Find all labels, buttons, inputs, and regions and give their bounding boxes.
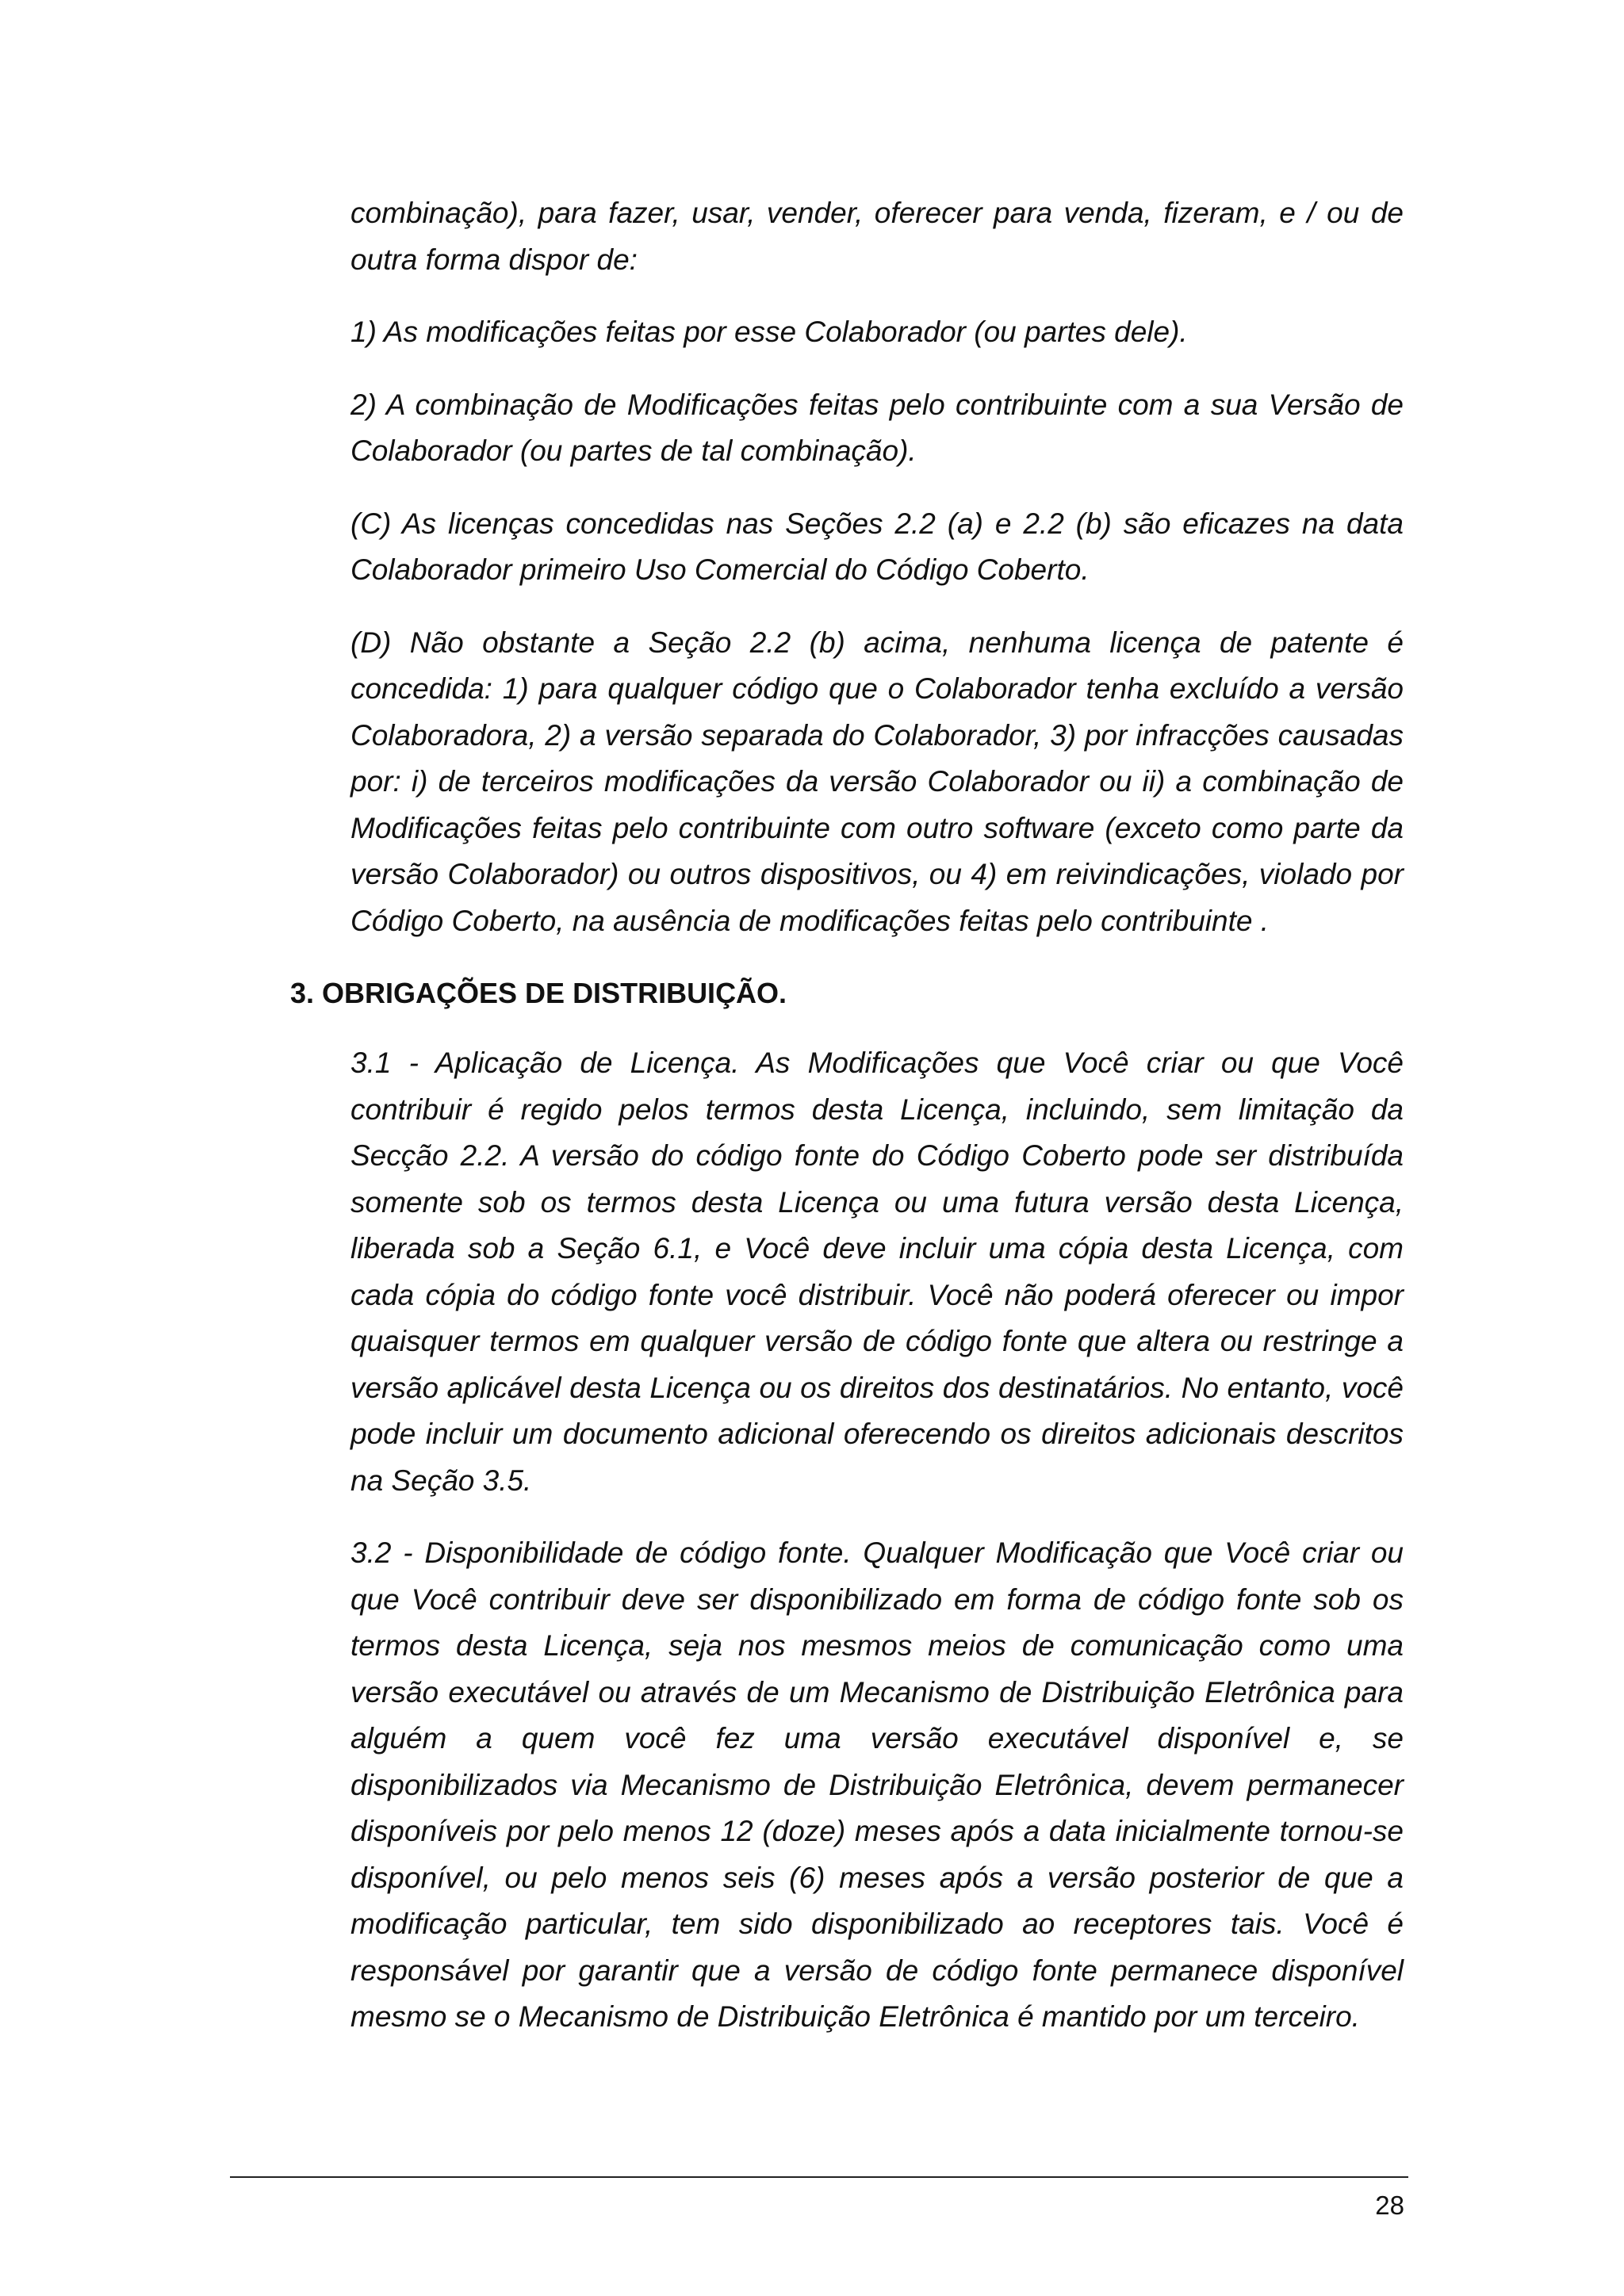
- paragraph-continuation: combinação), para fazer, usar, vender, oferecer para venda, fizeram, e / ou de outra forma dispor de:: [350, 197, 1404, 276]
- paragraph-clause-d: (D) Não obstante a Seção 2.2 (b) acima, nenhuma licença de patente é concedida: 1) para qualquer código que o Colaborador tenha excluído a versão Colaboradora, 2) a versão separada do Colaborador, 3) por infracções causadas por: i) de terceiros modificações da versão Colaborador ou ii) a combinação de Modificações feitas pelo contribuinte com outro software (exceto como parte da versão Colaborador) ou outros dispositivos, ou 4) em reivindicações, violado por Código Coberto, na ausência de modificações feitas pelo contribuinte .: [350, 626, 1404, 937]
- section-heading: 3. OBRIGAÇÕES DE DISTRIBUIÇÃO.: [290, 977, 787, 1009]
- paragraph-section-3-1: 3.1 - Aplicação de Licença. As Modificações que Você criar ou que Você contribuir é regido pelos termos desta Licença, incluindo, sem limitação da Secção 2.2. A versão do código fonte do Código Coberto pode ser distribuída somente sob os termos desta Licença ou uma futura versão desta Licença, liberada sob a Seção 6.1, e Você deve incluir uma cópia desta Licença, com cada cópia do código fonte você distribuir. Você não poderá oferecer ou impor quaisquer termos em qualquer versão de código fonte que altera ou restringe a versão aplicável desta Licença ou os direitos dos destinatários. No entanto, você pode incluir um documento adicional oferecendo os direitos adicionais descritos na Seção 3.5.: [350, 1047, 1404, 1497]
- paragraph-clause-c: (C) As licenças concedidas nas Seções 2.2 (a) e 2.2 (b) são eficazes na data Colaborador primeiro Uso Comercial do Código Coberto.: [350, 507, 1404, 586]
- page-body: [290, 190, 1404, 2067]
- paragraph-section-3-2: 3.2 - Disponibilidade de código fonte. Qualquer Modificação que Você criar ou que Você contribuir deve ser disponibilizado em forma de código fonte sob os termos desta Licença, seja nos mesmos meios de comunicação como uma versão executável ou através de um Mecanismo de Distribuição Eletrônica para alguém a quem você fez uma versão executável disponível e, se disponibilizados via Mecanismo de Distribuição Eletrônica, devem permanecer disponíveis por pelo menos 12 (doze) meses após a data inicialmente tornou-se disponível, ou pelo menos seis (6) meses após a versão posterior de que a modificação particular, tem sido disponibilizado ao receptores tais. Você é responsável por garantir que a versão de código fonte permanece disponível mesmo se o Mecanismo de Distribuição Eletrônica é mantido por um terceiro.: [350, 1536, 1404, 2033]
- page-number: 28: [1375, 2191, 1404, 2220]
- paragraph-item-2: 2) A combinação de Modificações feitas pelo contribuinte com a sua Versão de Colaborador (ou partes de tal combinação).: [350, 388, 1404, 467]
- footer-divider: [230, 2176, 1408, 2178]
- paragraph-item-1: 1) As modificações feitas por esse Colaborador (ou partes dele).: [350, 316, 1188, 348]
